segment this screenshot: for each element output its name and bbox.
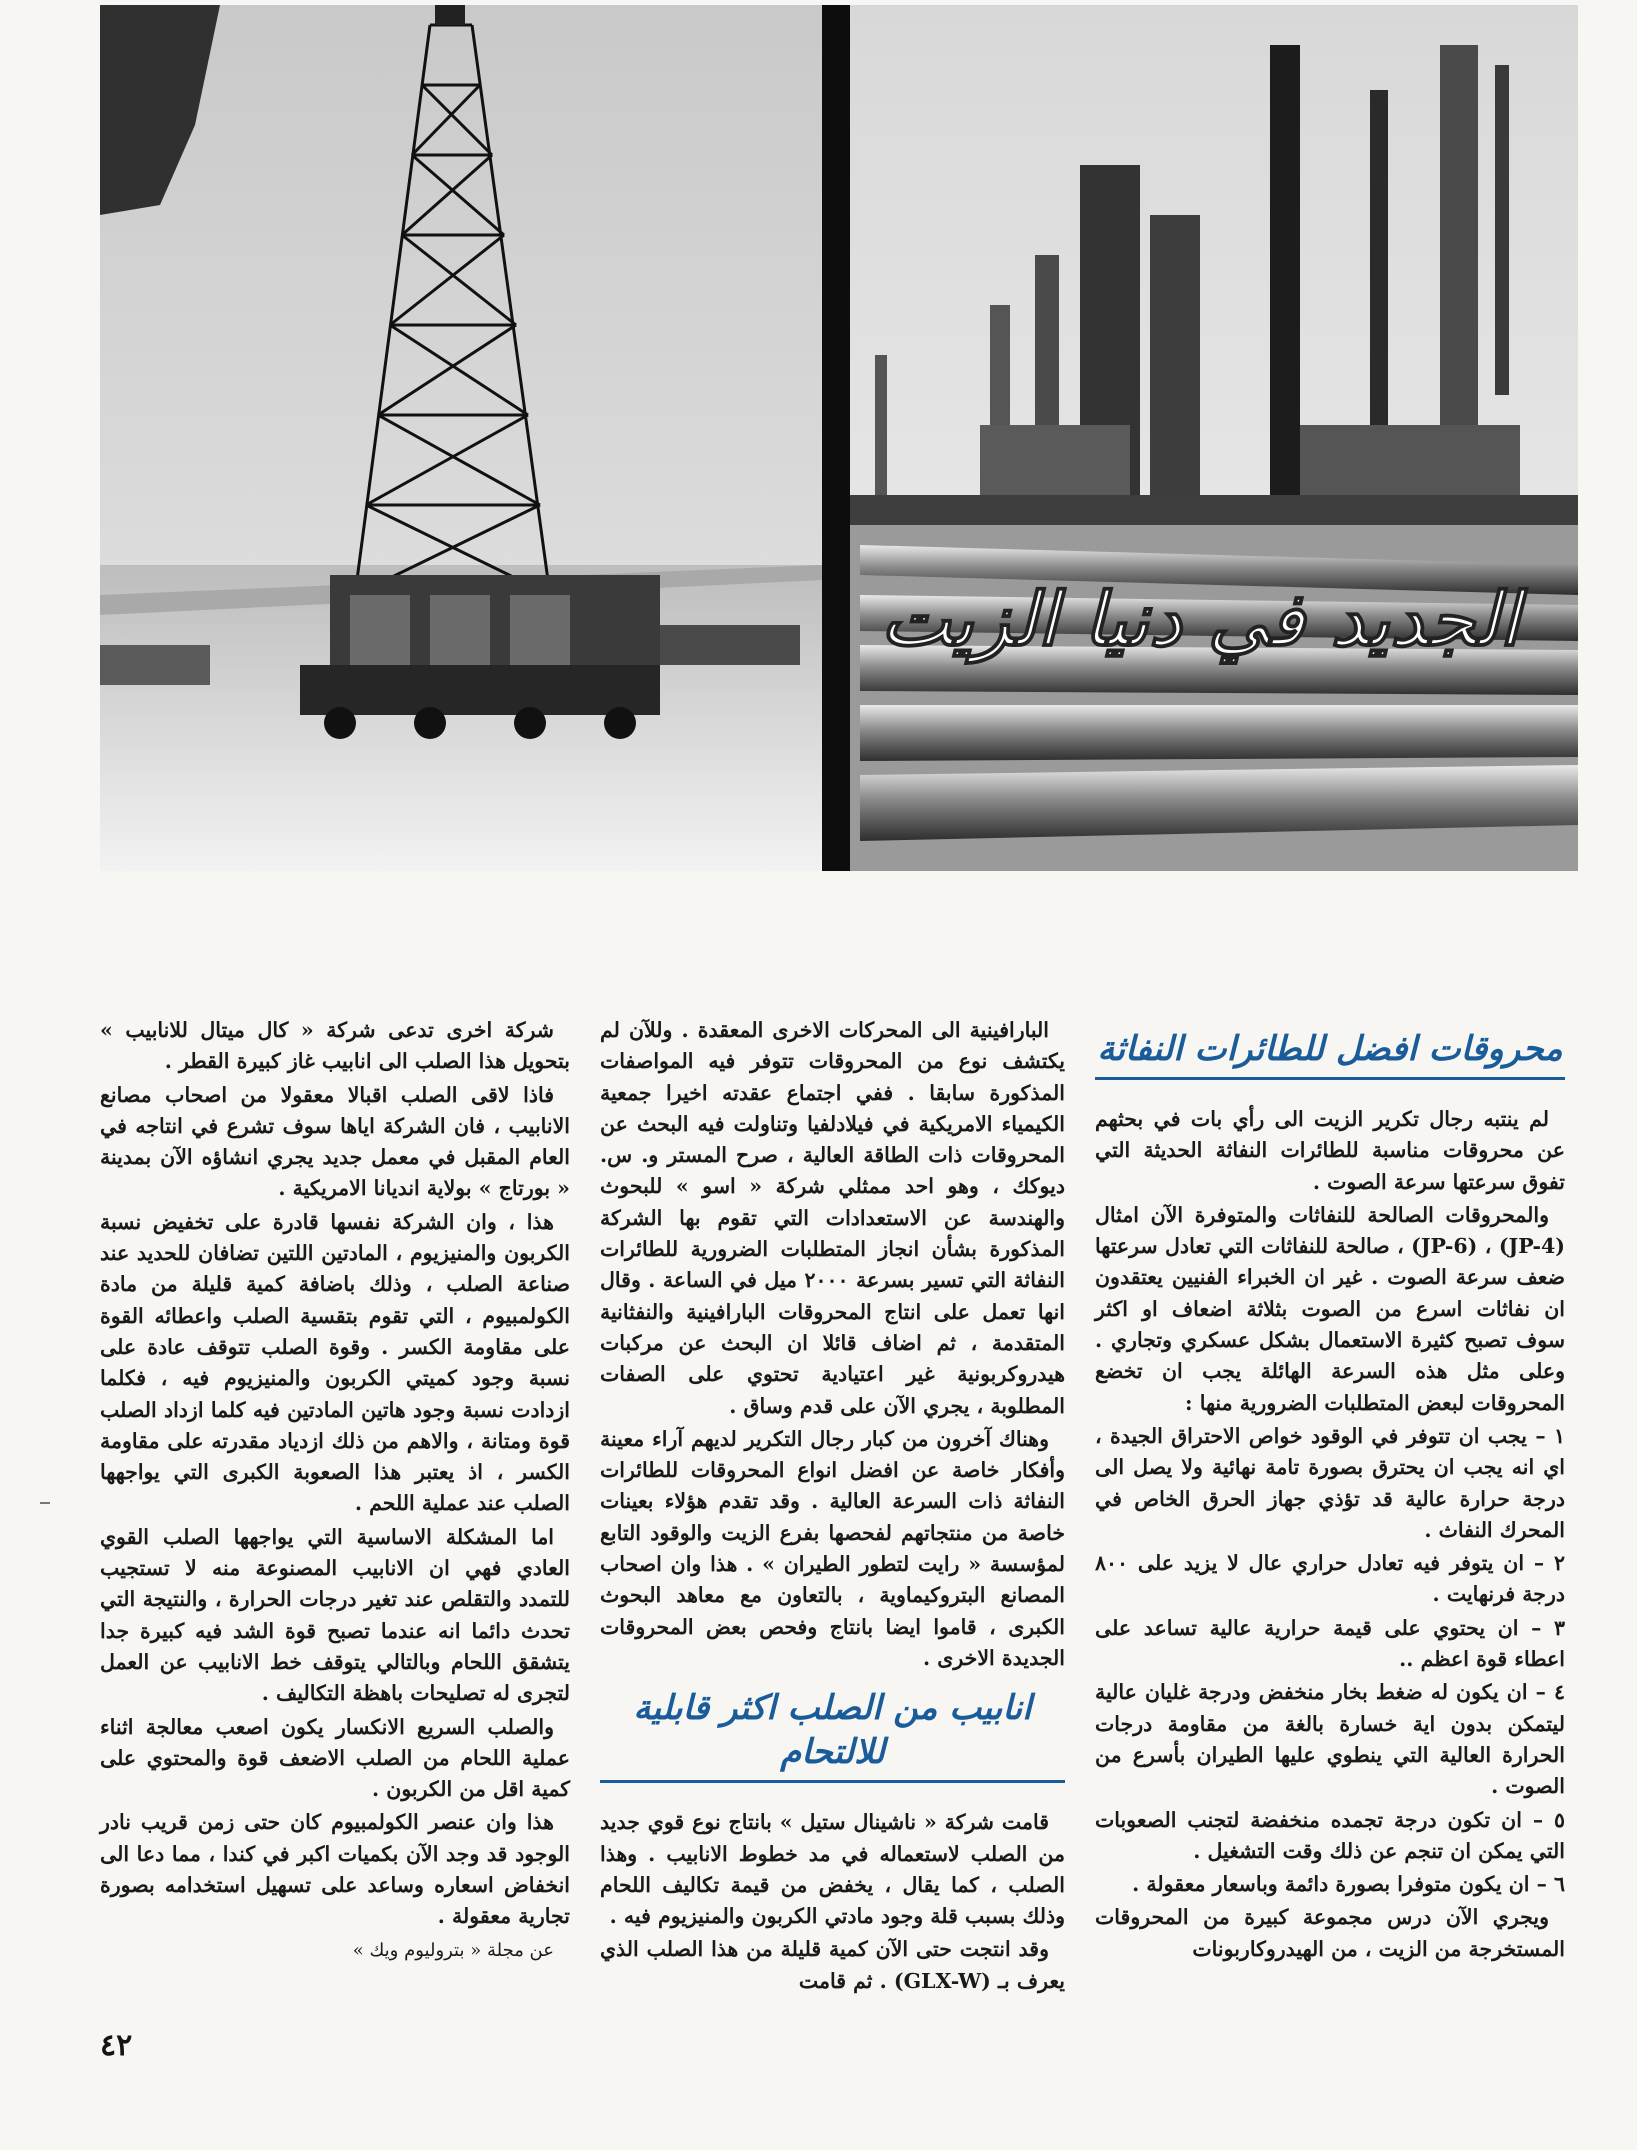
paragraph: قامت شركة « ناشينال ستيل » بانتاج نوع قوي جديد من الصلب لاستعماله في مد خطوط الانابيب . وهذا الصلب ، كما يقال ، يخفض من قيمة تكاليف اللحام وذلك بسبب قلة وجود مادتي الكربون والمنيزيوم فيه . bbox=[600, 1810, 1065, 1929]
page-number: ٤٢ bbox=[100, 2028, 133, 2063]
list-item: ٢ – ان يتوفر فيه تعادل حراري عال لا يزيد على ٨٠٠ درجة فرنهايت . bbox=[1095, 1551, 1565, 1607]
list-item: ٦ – ان يكون متوفرا بصورة دائمة وباسعار معقولة . bbox=[1132, 1872, 1565, 1897]
paragraph: والصلب السريع الانكسار يكون اصعب معالجة اثناء عملية اللحام من الصلب الاضعف قوة والمحتوي على كمية اقل من الكربون . bbox=[100, 1714, 570, 1802]
paragraph: وهناك آخرون من كبار رجال التكرير لديهم آراء معينة وأفكار خاصة عن افضل انواع المحروقات للطائرات النفاثة ذات السرعة العالية . وقد تقدم هؤلاء بعينات خاصة من منتجاتهم لفحصها بفرع الزيت والوقود التابع لمؤسسة « رايت لتطور الطيران » . هذا وان اصحاب المصانع البتروكيماوية ، بالتعاون مع معاهد البحوث الكبرى ، قاموا ايضا بانتاج وفحص بعض المحروقات الجديدة الاخرى . bbox=[600, 1426, 1065, 1670]
paragraph: هذا ، وان الشركة نفسها قادرة على تخفيض نسبة الكربون والمنيزيوم ، المادتين اللتين تضافان للحديد عند صناعة الصلب ، وذلك باضافة كمية قليلة من مادة الكولمبيوم ، التي تقوم بتقسية الصلب واعطائه القوة على مقاومة الكسر . وقوة الصلب تتوقف عادة على نسبة وجود كميتي الكربون والمنيزيوم فيه ، فكلما ازدادت نسبة وجود هاتين المادتين فيه كلما ازداد الصلب قوة ومتانة ، والاهم من ذلك ازدياد مقدرته على مقاومة الكسر ، اذ يعتبر هذا الصعوبة الكبرى التي يواجهها الصلب عند عملية اللحم . bbox=[100, 1209, 570, 1516]
paragraph: والمحروقات الصالحة للنفاثات والمتوفرة الآن امثال (JP-4) ، (JP-6) ، صالحة للنفاثات التي تعادل سرعتها ضعف سرعة الصوت . غير ان الخبراء الفنيين يعتقدون ان نفاثات اسرع من الصوت بثلاثة اضعاف او اكثر سوف تصبح كثيرة الاستعمال بشكل عسكري وتجاري . وعلى مثل هذه السرعة الهائلة يجب ان تخضع المحروقات لبعض المتطلبات الضرورية منها : bbox=[1095, 1202, 1565, 1415]
source-citation: عن مجلة « بتروليوم ويك » bbox=[352, 1939, 554, 1961]
paragraph: ويجري الآن درس مجموعة كبيرة من المحروقات المستخرجة من الزيت ، من الهيدروكاربونات bbox=[1095, 1905, 1565, 1961]
paragraph: البارافينية الى المحركات الاخرى المعقدة . وللآن لم يكتشف نوع من المحروقات تتوفر فيه المواصفات المذكورة سابقا . ففي اجتماع عقدته اخيرا جمعية الكيمياء الامريكية في فيلادلفيا وتناولت فيه البحث عن المحروقات ذات الطاقة العالية ، صرح المستر و. س. ديوكك ، وهو احد ممثلي شركة « اسو » للبحوث والهندسة عن الاستعدادات التي تقوم بها الشركة المذكورة بشأن انجاز المتطلبات الضرورية للطائرات النفاثة التي تسير بسرعة ٢٠٠٠ ميل في الساعة . وقال انها تعمل على انتاج المحروقات البارافينية والنفثانية المتقدمة ، ثم اضاف قائلا ان البحث عن مركبات هيدروكربونية غير اعتيادية تحتوي على الصفات المطلوبة ، يجري الآن على قدم وساق . bbox=[600, 1018, 1065, 1418]
paragraph: لم ينتبه رجال تكرير الزيت الى رأي بات في بحثهم عن محروقات مناسبة للطائرات النفاثة الحديثة التي تفوق سرعتها سرعة الصوت . bbox=[1095, 1107, 1565, 1194]
paragraph: شركة اخرى تدعى شركة « كال ميتال للانابيب » بتحويل هذا الصلب الى انابيب غاز كبيرة القطر . bbox=[100, 1018, 570, 1074]
article-heading-jet-fuels: محروقات افضل للطائرات النفاثة bbox=[1095, 1027, 1565, 1080]
oilfield-refinery-photo bbox=[100, 5, 1578, 871]
article-column-right bbox=[1095, 1015, 1565, 1967]
scan-mark bbox=[40, 1502, 50, 1504]
paragraph: وقد انتجت حتى الآن كمية قليلة من هذا الصلب الذي يعرف بـ (GLX-W) . ثم قامت bbox=[600, 1937, 1065, 1993]
article-heading-steel-pipes: انابيب من الصلب اكثر قابلية للالتحام bbox=[600, 1686, 1065, 1783]
paragraph: فاذا لاقى الصلب اقبالا معقولا من اصحاب مصانع الانابيب ، فان الشركة اياها سوف تشرع في انتاجه في العام المقبل في معمل جديد يجري انشاؤه الآن بمدينة « بورتاج » بولاية انديانا الامريكية . bbox=[100, 1082, 570, 1201]
article-column-middle bbox=[600, 1015, 1065, 1999]
paragraph: اما المشكلة الاساسية التي يواجهها الصلب القوي العادي فهي ان الانابيب المصنوعة منه لا تستجيب للتمدد والتقلص عند تغير درجات الحرارة ، والنتيجة التي تحدث دائما انه عندما تصبح قوة الشد فيه كبيرة جدا يتشقق اللحام وبالتالي يتوقف خط الانابيب عن العمل لتجرى له تصليحات باهظة التكاليف . bbox=[100, 1524, 570, 1706]
list-item: ٥ – ان تكون درجة تجمده منخفضة لتجنب الصعوبات التي يمكن ان تنجم عن ذلك وقت التشغيل . bbox=[1095, 1807, 1565, 1863]
list-item: ٣ – ان يحتوي على قيمة حرارية عالية تساعد على اعطاء قوة اعظم .. bbox=[1095, 1615, 1565, 1672]
article-column-left bbox=[100, 1015, 570, 1968]
list-item: ١ – يجب ان تتوفر في الوقود خواص الاحتراق الجيدة ، اي انه يجب ان يحترق بصورة تامة نهائية ولا يصل الى درجة حرارة عالية قد تؤذي جهاز الحرق الخاص في المحرك النفاث . bbox=[1095, 1423, 1565, 1542]
photo-overlay-title: الجديد في دنيا الزيت bbox=[880, 577, 1520, 663]
header-photo bbox=[100, 5, 1578, 871]
paragraph: هذا وان عنصر الكولمبيوم كان حتى زمن قريب نادر الوجود قد وجد الآن بكميات اكبر في كندا ، مما دعا الى انخفاض اسعاره وساعد على تسهيل استخدامه بصورة تجارية معقولة . bbox=[100, 1810, 570, 1929]
list-item: ٤ – ان يكون له ضغط بخار منخفض ودرجة غليان عالية ليتمكن بدون اية خسارة بالغة من مقاومة درجات الحرارة العالية التي ينطوي عليها الطيران بأسرع من الصوت . bbox=[1095, 1680, 1565, 1799]
